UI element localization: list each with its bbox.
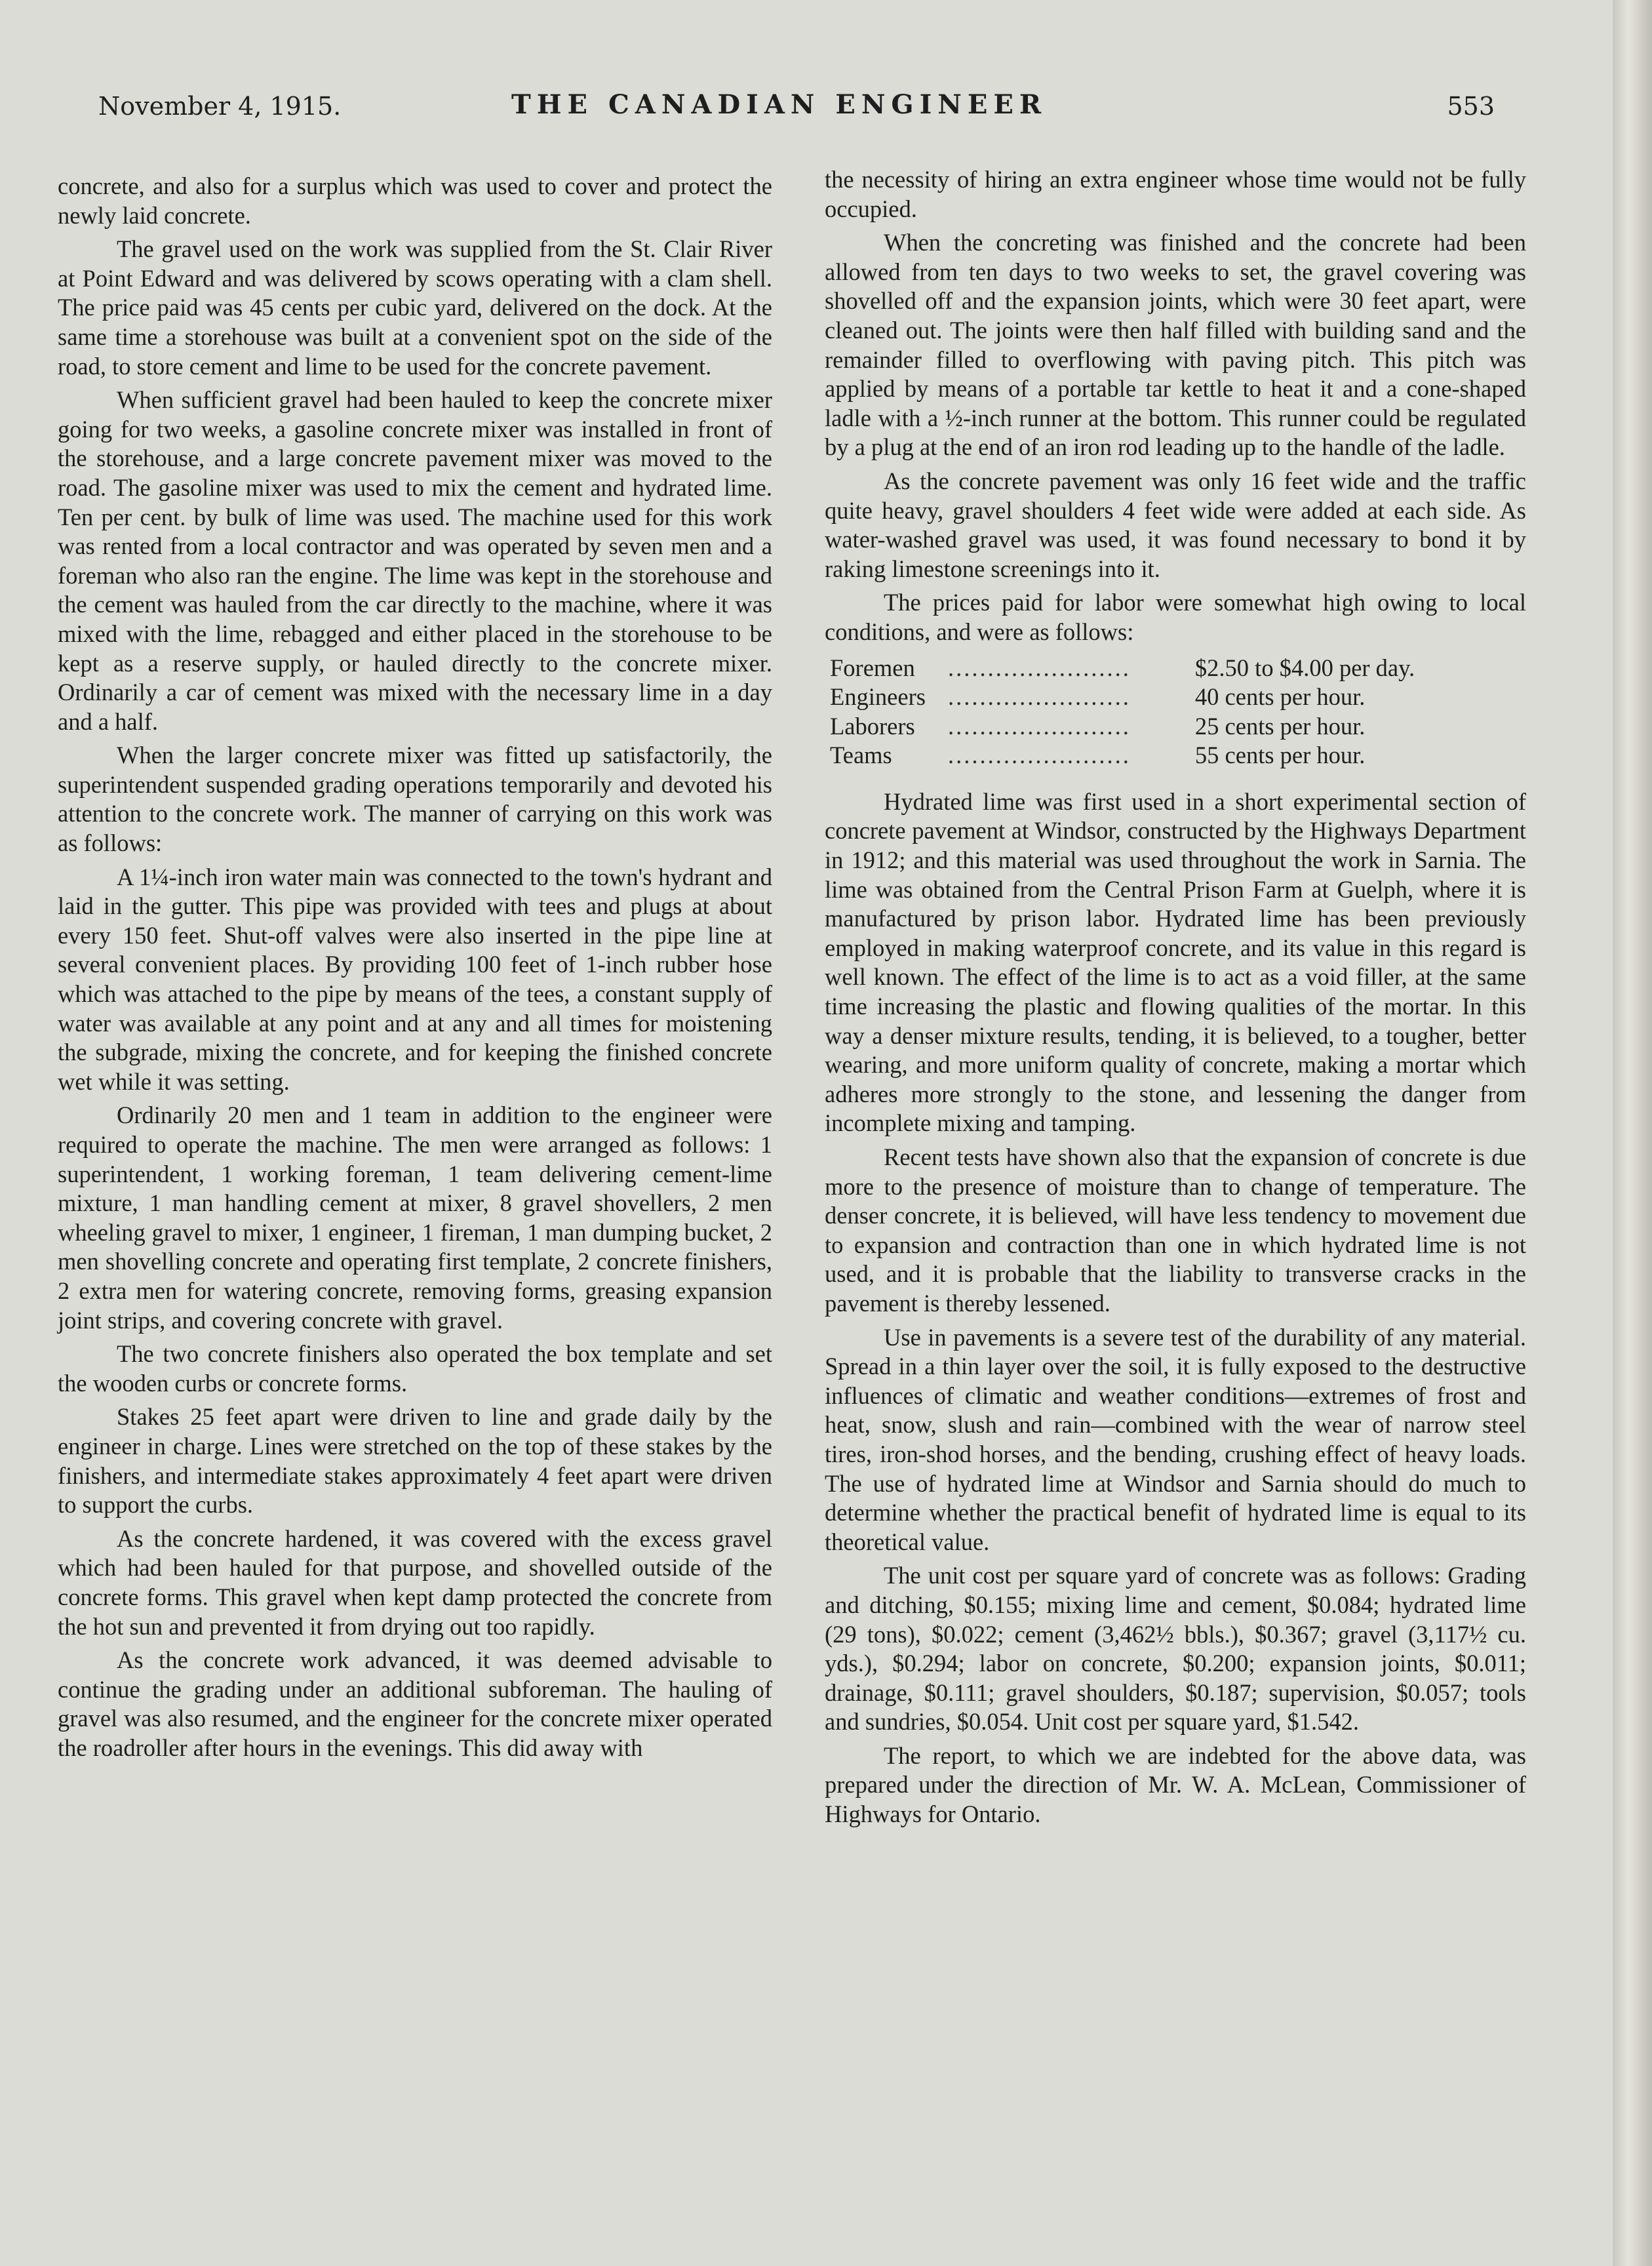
paragraph: Stakes 25 feet apart were driven to line and grade daily by the engineer in charge. Lines were stretched on the top of these stakes by the finishers, and intermediate stakes approximately 4 feet apart were driven to support the curbs.	[58, 1403, 772, 1519]
leader-dots: .......................	[948, 742, 1131, 769]
leader-dots: .......................	[948, 683, 1131, 711]
paragraph: the necessity of hiring an extra engineer whose time would not be fully occupied.	[825, 166, 1526, 222]
table-row	[830, 712, 1492, 742]
labor-rate: 25 cents per hour.	[1194, 712, 1366, 740]
leader-dots: .......................	[948, 654, 1131, 681]
labor-rates-table	[830, 654, 1492, 770]
paragraph: concrete, and also for a surplus which was used to cover and protect the newly laid concrete.	[58, 172, 772, 229]
table-row	[830, 741, 1492, 770]
paragraph: Recent tests have shown also that the expansion of concrete is due more to the presence of moisture than to change of temperature. The denser concrete, it is believed, will have less tendency to movement due to expansion and contraction than one in which hydrated lime is not used, and it is probable that the liability to transverse cracks in the pavement is thereby lessened.	[825, 1143, 1526, 1317]
issue-date: November 4, 1915.	[98, 92, 342, 121]
paragraph: The prices paid for labor were somewhat high owing to local conditions, and were as follows:	[825, 589, 1526, 645]
journal-title: THE CANADIAN ENGINEER	[511, 89, 1048, 120]
paragraph: Hydrated lime was first used in a short experimental section of concrete pavement at Windsor, constructed by the Highways Department in 1912; and this material was used throughout the work in Sarnia. The lime was obtained from the Central Prison Farm at Guelph, where it is manufactured by prison labor. Hydrated lime has been previously employed in making waterproof concrete, and its value in this regard is well known. The effect of the lime is to act as a void filler, at the same time increasing the plastic and flowing qualities of the mortar. In this way a denser mixture results, tending, it is believed, to a tougher, better wearing, and more uniform quality of concrete, making a mortar which adheres more strongly to the stone, and lessening the danger from incomplete mixing and tamping.	[825, 787, 1526, 1137]
paragraph: The report, to which we are indebted for the above data, was prepared under the direction of Mr. W. A. McLean, Commissioner of Highways for Ontario.	[825, 1741, 1526, 1828]
labor-rate: $2.50 to $4.00 per day.	[1194, 654, 1415, 681]
labor-rate: 55 cents per hour.	[1194, 742, 1366, 769]
labor-role: Foremen	[830, 654, 915, 681]
paragraph: As the concrete pavement was only 16 feet wide and the traffic quite heavy, gravel shoulders 4 feet wide were added at each side. As water-washed gravel was used, it was found necessary to bond it by raking limestone screenings into it.	[825, 467, 1526, 582]
labor-role: Teams	[830, 742, 892, 769]
paragraph: The two concrete finishers also operated the box template and set the wooden curbs or concrete forms.	[58, 1340, 772, 1397]
page-edge	[1613, 0, 1652, 2266]
page-header	[98, 89, 1495, 131]
paragraph: The gravel used on the work was supplied from the St. Clair River at Point Edward and was delivered by scows operating with a clam shell. The price paid was 45 cents per cubic yard, delivered on the dock. At the same time a storehouse was built at a convenient spot on the side of the road, to store cement and lime to be used for the concrete pavement.	[58, 235, 772, 380]
paragraph: Use in pavements is a severe test of the durability of any material. Spread in a thin layer over the soil, it is fully exposed to the destructive influences of climatic and weather conditions—extremes of frost and heat, snow, slush and rain—combined with the wear of narrow steel tires, iron-shod horses, and the bending, crushing effect of heavy loads. The use of hydrated lime at Windsor and Sarnia should do much to determine whether the practical benefit of hydrated lime is equal to its theoretical value.	[825, 1323, 1526, 1555]
table-row	[830, 683, 1492, 712]
paragraph: As the concrete work advanced, it was deemed advisable to continue the grading under an additional subforeman. The hauling of gravel was also resumed, and the engineer for the concrete mixer operated the roadroller after hours in the evenings. This did away with	[58, 1646, 772, 1761]
labor-role: Engineers	[830, 683, 926, 711]
paragraph: When the larger concrete mixer was fitted up satisfactorily, the superintendent suspended grading operations temporarily and devoted his attention to the concrete work. The manner of carrying on this work was as follows:	[58, 742, 772, 857]
right-column	[825, 165, 1526, 1834]
labor-role: Laborers	[830, 712, 915, 740]
page-number: 553	[1447, 92, 1495, 121]
paragraph: As the concrete hardened, it was covered with the excess gravel which had been hauled for that purpose, and shovelled outside of the concrete forms. This gravel when kept damp protected the concrete from the hot sun and prevented it from drying out too rapidly.	[58, 1524, 772, 1640]
paragraph: Ordinarily 20 men and 1 team in addition to the engineer were required to operate the machine. The men were arranged as follows: 1 superintendent, 1 working foreman, 1 team delivering cement-lime mixture, 1 man handling cement at mixer, 8 gravel shovellers, 2 men wheeling gravel to mixer, 1 engineer, 1 fireman, 1 man dumping bucket, 2 men shovelling concrete and operating first template, 2 concrete finishers, 2 extra men for watering concrete, removing forms, greasing expansion joint strips, and covering concrete with gravel.	[58, 1102, 772, 1334]
paragraph: A 1¼-inch iron water main was connected to the town's hydrant and laid in the gutter. This pipe was provided with tees and plugs at about every 150 feet. Shut-off valves were also inserted in the pipe line at several convenient places. By providing 100 feet of 1-inch rubber hose which was attached to the pipe by means of the tees, a constant supply of water was available at any point and at any and all times for moistening the subgrade, mixing the concrete, and for keeping the finished concrete wet while it was setting.	[58, 863, 772, 1095]
labor-rate: 40 cents per hour.	[1194, 683, 1366, 711]
paragraph: When the concreting was finished and the concrete had been allowed from ten days to two weeks to set, the gravel covering was shovelled off and the expansion joints, which were 30 feet apart, were cleaned out. The joints were then half filled with building sand and the remainder filled to overflowing with paving pitch. This pitch was applied by means of a portable tar kettle to heat it and a cone-shaped ladle with a ½-inch runner at the bottom. This runner could be regulated by a plug at the end of an iron rod leading up to the handle of the ladle.	[825, 229, 1526, 461]
left-column	[58, 172, 772, 1767]
table-row	[830, 654, 1492, 683]
paragraph: The unit cost per square yard of concrete was as follows: Grading and ditching, $0.155; mixing lime and cement, $0.084; hydrated lime (29 tons), $0.022; cement (3,462½ bbls.), $0.367; gravel (3,117½ cu. yds.), $0.294; labor on concrete, $0.200; expansion joints, $0.011; drainage, $0.111; gravel shoulders, $0.187; supervision, $0.057; tools and sundries, $0.054. Unit cost per square yard, $1.542.	[825, 1562, 1526, 1736]
paragraph: When sufficient gravel had been hauled to keep the concrete mixer going for two weeks, a gasoline concrete mixer was installed in front of the storehouse, and a large concrete pavement mixer was moved to the road. The gasoline mixer was used to mix the cement and hydrated lime. Ten per cent. by bulk of lime was used. The machine used for this work was rented from a local contractor and was operated by seven men and a foreman who also ran the engine. The lime was kept in the storehouse and the cement was hauled from the car directly to the machine, where it was mixed with the lime, rebagged and either placed in the storehouse to be kept as a reserve supply, or hauled directly to the concrete mixer. Ordinarily a car of cement was mixed with the necessary lime in a day and a half.	[58, 386, 772, 735]
leader-dots: .......................	[948, 712, 1131, 740]
